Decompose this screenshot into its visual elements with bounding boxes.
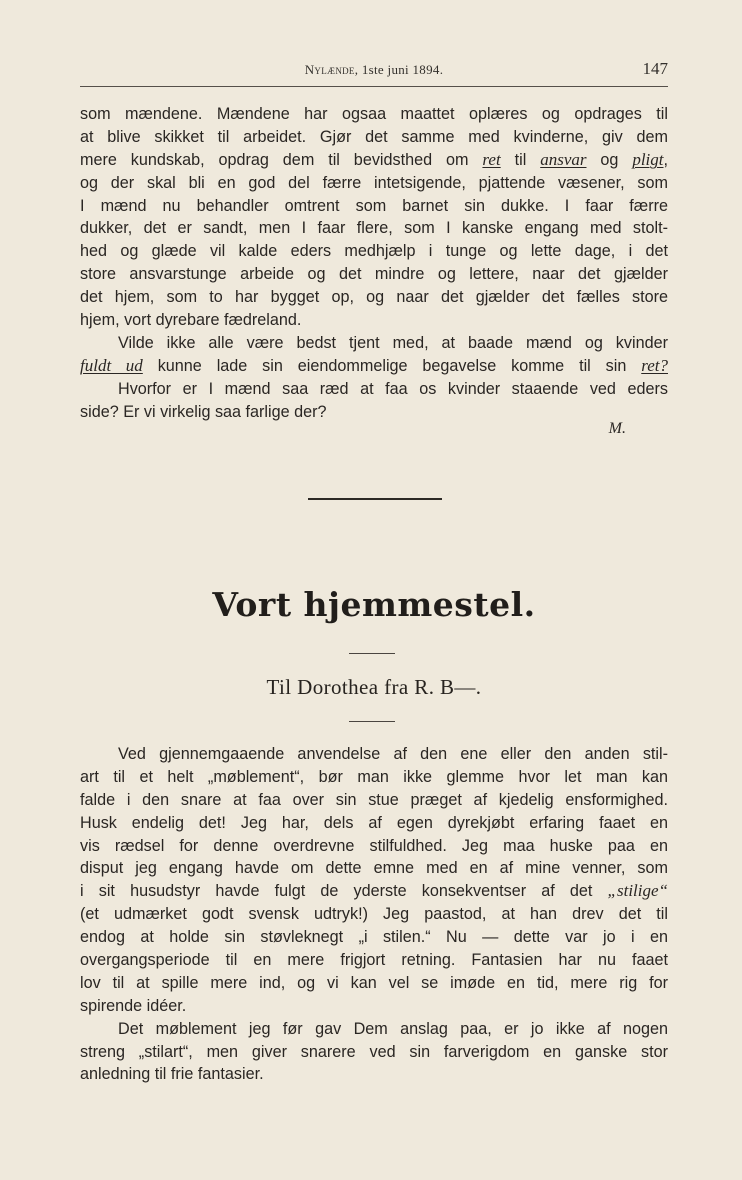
issue-date: 1ste juni 1894. <box>361 62 444 77</box>
text-line: I mænd nu behandler omtrent som barnet sin dukke. I faar færre <box>80 196 668 215</box>
text-line: Hvorfor er I mænd saa ræd at faa os kvinder staaende ved eders <box>118 379 668 398</box>
text-line: streng „stilart“, men giver snarere ved sin farverigdom en ganske stor <box>80 1042 668 1061</box>
article-body-text <box>80 743 668 1086</box>
header-rule <box>80 86 668 87</box>
text-line: store ansvarstunge arbeide og det mindre og lettere, naar det gjælder <box>80 265 668 284</box>
text-line: som mændene. Mændene har ogsaa maattet oplæres og opdrages til <box>80 105 668 123</box>
running-header <box>80 60 668 84</box>
text-line: mere kundskab, opdrag dem til bevidsthed om ret til ansvar og pligt, <box>80 149 668 169</box>
text-line: Vilde ikke alle være bedst tjent med, at baade mænd og kvinder <box>118 333 668 352</box>
text-line: at blive skikket til arbeidet. Gjør det samme med kvinderne, giv dem <box>80 127 668 146</box>
author-signature: M. <box>608 420 626 437</box>
text-line: Det møblement jeg før gav Dem anslag paa, er jo ikke af nogen <box>118 1019 668 1038</box>
previous-article-text <box>80 103 668 423</box>
title-rule-bottom <box>349 721 395 722</box>
text-line: og der skal bli en god del færre intetsigende, pjattende væsener, som <box>80 173 668 192</box>
text-line: lov til at spille mere ind, og vi kan vel se imøde en tid, mere rig for <box>80 973 668 992</box>
text-line: vis rædsel for denne overdrevne stilfuldhed. Jeg maa huske paa en <box>80 836 668 855</box>
text-line: hjem, vort dyrebare fædreland. <box>80 311 302 330</box>
text-line: overgangsperiode til en mere frigjort retning. Fantasien har nu faaet <box>80 951 668 970</box>
text-line: hed og glæde vil kalde eders medhjælp i tunge og lette dage, i det <box>80 242 668 261</box>
text-line: (et udmærket godt svensk udtryk!) Jeg paastod, at han drev det til <box>80 905 668 924</box>
page-number: 147 <box>642 59 668 78</box>
text-line: det hjem, som to har bygget op, og naar det gjælder det fælles store <box>80 288 668 307</box>
section-separator <box>308 498 442 500</box>
text-line: spirende idéer. <box>80 996 187 1015</box>
article-title: Vort hjemmestel. <box>212 585 536 624</box>
text-line: endog at holde sin støvleknegt „i stilen.“ Nu — dette var jo i en <box>80 928 668 947</box>
text-line: Husk endelig det! Jeg har, dels af egen dyrekjøbt erfaring faaet en <box>80 813 668 832</box>
journal-name: Nylænde, <box>304 62 359 77</box>
text-line: disput jeg engang havde om dette emne med en af mine venner, som <box>80 859 668 878</box>
text-line: fuldt ud kunne lade sin eiendommelige begavelse komme til sin ret? <box>80 355 668 375</box>
title-rule-top <box>349 653 395 654</box>
text-line: falde i den snare at faa over sin stue præget af kjedelig ensformighed. <box>80 790 668 809</box>
text-line: side? Er vi virkelig saa farlige der? <box>80 402 327 421</box>
article-subtitle: Til Dorothea fra R. B—. <box>266 675 482 699</box>
text-line: Ved gjennemgaaende anvendelse af den ene eller den anden stil- <box>118 745 668 763</box>
text-line: art til et helt „møblement“, bør man ikke glemme hvor let man kan <box>80 767 668 786</box>
running-header-title <box>80 62 668 78</box>
text-line: anledning til frie fantasier. <box>80 1065 264 1084</box>
text-line: dukker, det er sandt, men I faar flere, som I kanske engang med stolt- <box>80 219 668 238</box>
text-line: i sit husudstyr havde fulgt de yderste konsekventser af det „stilige“ <box>80 881 668 901</box>
